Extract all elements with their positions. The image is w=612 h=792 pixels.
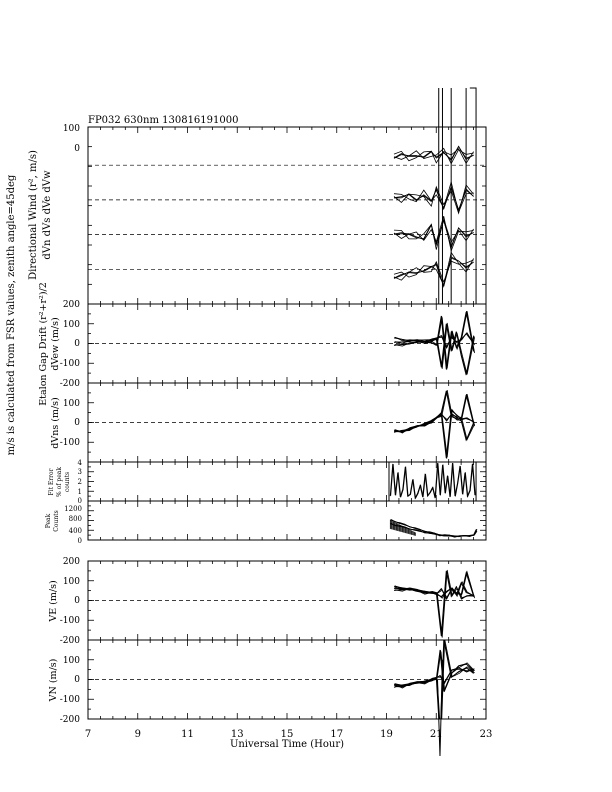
y-tick-label: -100 bbox=[59, 616, 80, 626]
y-tick-label: 0 bbox=[74, 144, 80, 154]
series-line bbox=[394, 395, 474, 458]
panel-dvew bbox=[38, 282, 486, 406]
series-line-dVn bbox=[394, 258, 474, 286]
panel-ylabel-2: Etalon Gap Drift (r²+r²)/2 bbox=[38, 282, 49, 406]
y-tick-label: 2 bbox=[77, 478, 82, 486]
y-tick-label: -100 bbox=[59, 695, 80, 705]
x-tick-label: 7 bbox=[84, 729, 92, 740]
y-tick-label: 800 bbox=[68, 515, 82, 523]
panel-ylabel-line2: Counts bbox=[53, 510, 60, 532]
panel-plot-area bbox=[88, 462, 486, 501]
x-tick-label: 15 bbox=[280, 729, 294, 740]
series-group bbox=[389, 462, 476, 501]
x-tick-label: 21 bbox=[429, 729, 443, 740]
panel-ylabel: dVew (m/s) bbox=[50, 317, 61, 371]
panel-plot-area bbox=[88, 304, 486, 383]
panel-vn bbox=[48, 639, 486, 740]
panel-directional-wind bbox=[28, 124, 486, 304]
y-tick-label: 0 bbox=[77, 537, 82, 545]
x-tick-label: 17 bbox=[330, 729, 344, 740]
y-tick-label: 100 bbox=[62, 656, 80, 666]
y-tick-label: -100 bbox=[59, 438, 80, 448]
panel-plot-area bbox=[88, 501, 486, 540]
panel-frame bbox=[88, 127, 486, 304]
y-tick-label: 0 bbox=[74, 675, 80, 685]
panel-ylabel: VE (m/s) bbox=[48, 580, 59, 622]
series-line bbox=[390, 463, 475, 498]
y-tick-label: 4 bbox=[77, 459, 82, 467]
y-tick-label: 3 bbox=[77, 468, 82, 476]
series-line bbox=[394, 640, 474, 739]
series-group bbox=[88, 390, 486, 459]
series-line bbox=[395, 639, 475, 740]
panel-ylabel-line2: Directional Wind (r², m/s) bbox=[28, 150, 39, 280]
y-tick-label: 1 bbox=[77, 488, 82, 496]
series-line bbox=[394, 324, 474, 375]
panel-ylabel-line1: dVn dVs dVe dVw bbox=[42, 170, 53, 260]
x-axis-label: Universal Time (Hour) bbox=[229, 739, 345, 750]
x-tick-label: 13 bbox=[230, 729, 244, 740]
chart-title: FP032 630nm 130816191000 bbox=[88, 115, 239, 126]
x-tick-label: 11 bbox=[181, 729, 194, 740]
y-tick-label: 100 bbox=[62, 124, 80, 134]
series-group bbox=[88, 639, 486, 740]
series-line-dVn bbox=[394, 253, 474, 286]
y-tick-label: 400 bbox=[68, 527, 82, 535]
outer-y-label: m/s is calculated from FSR values, zenith angle=45deg bbox=[6, 174, 17, 456]
y-tick-label: 0 bbox=[74, 339, 80, 349]
series-line-dVs bbox=[394, 220, 474, 248]
series-line bbox=[395, 641, 475, 740]
x-tick-label: 23 bbox=[479, 729, 493, 740]
series-group bbox=[88, 311, 486, 375]
panel-fit-error bbox=[48, 459, 486, 505]
y-tick-label: 1200 bbox=[64, 505, 82, 513]
y-tick-label: 200 bbox=[62, 557, 80, 567]
panel-ve bbox=[48, 557, 486, 646]
x-tick-label: 9 bbox=[134, 729, 141, 740]
panel-plot-area bbox=[88, 127, 486, 304]
panel-plot-area bbox=[88, 561, 486, 640]
y-tick-label: -200 bbox=[59, 636, 80, 646]
series-line-dVe bbox=[394, 188, 474, 210]
panel-ylabel: dVns (m/s) bbox=[50, 397, 61, 449]
series-line bbox=[395, 394, 475, 459]
y-tick-label: 100 bbox=[62, 320, 80, 330]
panel-ylabel: VN (m/s) bbox=[48, 658, 59, 702]
y-tick-label: -200 bbox=[59, 379, 80, 389]
series-line-dVe bbox=[394, 185, 474, 213]
series-group bbox=[390, 519, 477, 537]
series-line bbox=[394, 571, 474, 636]
y-tick-label: 0 bbox=[74, 596, 80, 606]
panel-dvns bbox=[50, 383, 486, 462]
y-tick-label: 200 bbox=[62, 300, 80, 310]
y-tick-label: 100 bbox=[62, 399, 80, 409]
series-group bbox=[88, 570, 486, 638]
y-tick-label: 0 bbox=[74, 418, 80, 428]
panel-ylabel-line1: Fit Error bbox=[48, 468, 55, 496]
y-tick-label: 0 bbox=[77, 497, 82, 505]
x-tick-label: 19 bbox=[380, 729, 393, 740]
spike-line bbox=[437, 660, 442, 756]
panel-peak-counts bbox=[45, 501, 486, 545]
panel-ylabel-line3: counts bbox=[64, 471, 71, 493]
panel-ylabel-line1: Peak bbox=[45, 513, 52, 529]
panel-plot-area bbox=[88, 383, 486, 462]
y-tick-label: -100 bbox=[59, 359, 80, 369]
series-line-dVn bbox=[394, 257, 474, 287]
y-tick-label: 100 bbox=[62, 577, 80, 587]
panel-plot-area bbox=[88, 639, 486, 740]
y-tick-label: -200 bbox=[59, 715, 80, 725]
panel-ylabel-line2: % of peak bbox=[56, 467, 63, 497]
series-line bbox=[395, 570, 475, 638]
series-line-dVw bbox=[394, 147, 474, 161]
series-group bbox=[88, 146, 486, 286]
